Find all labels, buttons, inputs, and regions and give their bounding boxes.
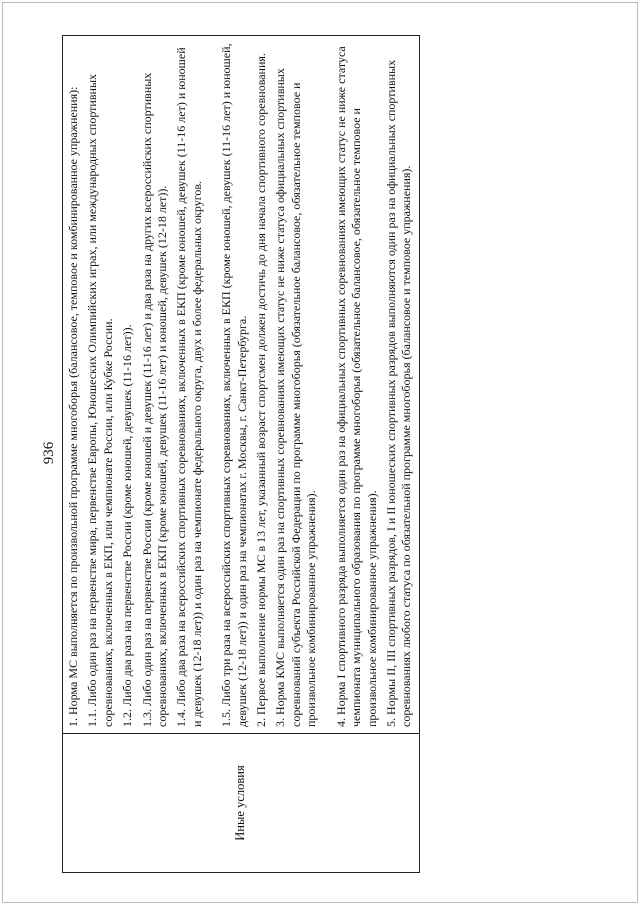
paragraph-4: 4. Норма I спортивного разряда выполняется один раз на официальных спортивных соревнованиях имеющих статус не ниже статуса чемпионата муниципального образования по программе многоборья (обязательное балансовое, обязательное темповое и произвольное комбинированное упражнения). — [333, 45, 379, 727]
paragraph-1: 1. Норма МС выполняется по произвольной программе многоборья (балансовое, темповое и комбинированное упражнения): — [66, 86, 80, 727]
paragraph-1-4: 1.4. Либо два раза на всероссийских спортивных соревнованиях, включенных в ЕКП (кроме юношей, девушек (11-16 лет) и юношей и девушек (12-18 лет)) и один раз на чемпионате федерального округа, двух и более федеральных округов. — [174, 46, 204, 727]
paragraph-5: 5. Нормы II, III спортивных разрядов, I и II юношеских спортивных разрядов выполняются один раз на официальных спортивных соревнованиях любого статуса по обязательной программе многоборья (балансовое и темповое упражнения). — [383, 59, 414, 727]
table-row — [63, 35, 420, 872]
paragraph-1-1: 1.1. Либо один раз на первенстве мира, первенстве Европы, Юношеских Олимпийских играх, или международных спортивных соревнованиях, включенных в ЕКП, или чемпионате России, или Кубке России. — [85, 73, 115, 727]
requirements-table — [62, 35, 420, 873]
paragraph-2: 2. Первое выполнение нормы МС в 13 лет, указанный возраст спортсмен должен достичь до дня начала спортивного соревнования. — [254, 52, 269, 727]
conditions-cell — [63, 35, 420, 733]
page-number: 936 — [41, 441, 57, 464]
rotated-page — [40, 23, 600, 883]
row-label: Иные условия — [233, 764, 248, 841]
paragraph-1-3: 1.3. Либо один раз на первенстве России (кроме юношей и девушек (11-16 лет) и два раза на других всероссийских спортивных соревнованиях, включенных в ЕКП (кроме юношей, девушек (11-16 лет) и юношей, девушек (12-18 лет)). — [139, 72, 170, 727]
row-label-cell — [63, 733, 420, 872]
paragraph-1-2: 1.2. Либо два раза на первенстве России (кроме юношей, девушек (11-16 лет)). — [120, 323, 135, 727]
paragraph-3: 3. Норма КМС выполняется один раз на спортивных соревнованиях имеющих статус не ниже статуса официальных спортивных соревнований субъекта Российской Федерации по программе многоборья (обязательное балансовое, обязательное темповое и произвольное комбинированное упражнения). — [273, 67, 319, 727]
paragraph-1-5: 1.5. Либо три раза на всероссийских спортивных соревнованиях, включенных в ЕКП (кроме юношей, девушек (11-16 лет) и юношей, девушек (12-18 лет)) и один раз на чемпионатах г. Москвы, г. Санкт-Петербурга. — [219, 42, 249, 727]
